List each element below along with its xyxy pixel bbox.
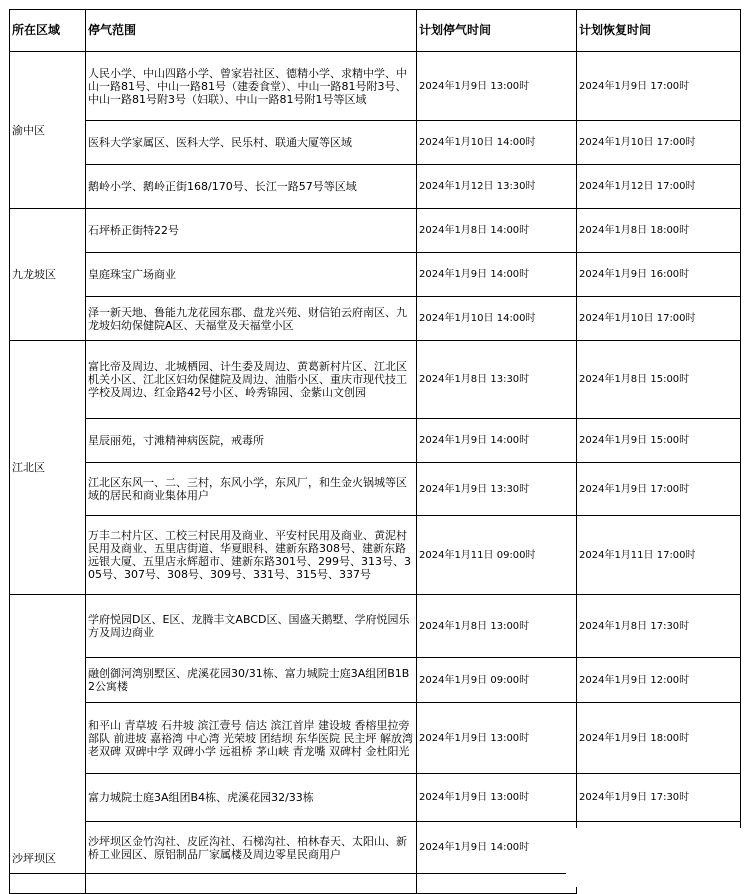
end-time-cell: 2024年1月9日 18:00时 xyxy=(577,703,741,774)
end-time-cell: 2024年1月8日 15:00时 xyxy=(577,341,741,419)
scope-cell: 富比帝及周边、北城栖园、计生委及周边、黄葛新村片区、江北区机关小区、江北区妇幼保健院及周边、油脂小区、重庆市现代技工学校及周边、红金路42号小区、岭秀锦园、金紫山文创园 xyxy=(86,341,417,419)
region-cell: 渝中区 xyxy=(10,52,86,209)
start-time-cell: 2024年1月10日 14:00时 xyxy=(417,297,577,341)
start-time-cell: 2024年1月11日 09:00时 xyxy=(417,516,577,595)
start-time-cell: 2024年1月8日 13:30时 xyxy=(417,341,577,419)
start-time-cell: 2024年1月8日 13:00时 xyxy=(417,595,577,658)
scope-cell: 医科大学家属区、医科大学、民乐村、联通大厦等区域 xyxy=(86,121,417,165)
start-time-cell: 2024年1月9日 13:00时 xyxy=(417,52,577,121)
start-time-cell: 2024年1月12日 13:30时 xyxy=(417,165,577,209)
scope-cell: 泽一新天地、鲁能九龙花园东郡、盘龙兴苑、财信铂云府南区、九龙坡妇幼保健院A区、天福堂及天福堂小区 xyxy=(86,297,417,341)
scope-cell: 融创御河湾别墅区、虎溪花园30/31栋、富力城院士庭3A组团B1B2公寓楼 xyxy=(86,658,417,703)
header-region: 所在区域 xyxy=(10,10,86,52)
end-time-cell: 2024年1月9日 16:00时 xyxy=(577,253,741,297)
table-row xyxy=(10,297,741,341)
region-cell: 沙坪坝区 xyxy=(10,595,86,874)
end-time-cell: 2024年1月10日 17:00时 xyxy=(577,121,741,165)
table-row xyxy=(10,165,741,209)
end-time-cell: 2024年1月9日 17:00时 xyxy=(577,463,741,516)
table-row xyxy=(10,209,741,253)
table-row xyxy=(10,703,741,774)
table-row xyxy=(10,419,741,463)
start-time-cell: 2024年1月9日 14:00时 xyxy=(417,253,577,297)
scope-cell: 和平山 青草坡 石井坡 滨江壹号 信达 滨江首岸 建设坡 香榕里拉旁部队 前进坡 嘉裕湾 中心湾 光荣坡 团结坝 东华医院 民主坪 解放湾 老双碑 双碑中学 双碑小学 远祖桥 茅山峡 青龙嘴 双碑村 金杜阳光 xyxy=(86,703,417,774)
scope-cell: 皇庭珠宝广场商业 xyxy=(86,253,417,297)
scope-cell: 石坪桥正街特22号 xyxy=(86,209,417,253)
table-row xyxy=(10,341,741,419)
table-row xyxy=(10,516,741,595)
scope-cell: 沙坪坝区金竹沟社、皮匠沟社、石梯沟社、柏林春天、太阳山、新桥工业园区、原铝制品厂家属楼及周边零星民商用户 xyxy=(86,822,417,874)
table-row xyxy=(10,52,741,121)
start-time-cell: 2024年1月9日 14:00时 xyxy=(417,822,577,874)
end-time-cell: 2024年1月10日 17:00时 xyxy=(577,297,741,341)
start-time-cell: 2024年1月9日 14:00时 xyxy=(417,419,577,463)
table-row xyxy=(10,121,741,165)
table-row xyxy=(10,463,741,516)
table-row xyxy=(10,774,741,822)
table-row xyxy=(10,253,741,297)
end-time-cell: 2024年1月9日 15:00时 xyxy=(577,419,741,463)
header-scope: 停气范围 xyxy=(86,10,417,52)
blank-overlay xyxy=(566,828,750,887)
end-time-cell: 2024年1月12日 17:00时 xyxy=(577,165,741,209)
start-time-cell: 2024年1月8日 14:00时 xyxy=(417,209,577,253)
scope-cell: 鹅岭小学、鹅岭正街168/170号、长江一路57号等区域 xyxy=(86,165,417,209)
scope-cell: 星辰丽苑，寸滩精神病医院，戒毒所 xyxy=(86,419,417,463)
scope-cell xyxy=(10,874,86,894)
table-header-row xyxy=(10,10,741,52)
scope-cell: 江北区东风一、二、三村，东风小学，东风厂，和生金火锅城等区域的居民和商业集体用户 xyxy=(86,463,417,516)
end-time-cell: 2024年1月8日 18:00时 xyxy=(577,209,741,253)
header-start-time: 计划停气时间 xyxy=(417,10,577,52)
end-time-cell: 2024年1月8日 17:30时 xyxy=(577,595,741,658)
end-time-cell: 2024年1月9日 17:00时 xyxy=(577,52,741,121)
start-time-cell: 2024年1月9日 13:00时 xyxy=(417,703,577,774)
start-time-cell: 2024年1月10日 14:00时 xyxy=(417,121,577,165)
scope-cell: 富力城院士庭3A组团B4栋、虎溪花园32/33栋 xyxy=(86,774,417,822)
table-row xyxy=(10,595,741,658)
start-time-cell: 2024年1月9日 13:30时 xyxy=(417,463,577,516)
scope-cell: 学府悦园D区、E区、龙腾丰文ABCD区、国盛天鹅墅、学府悦园乐方及周边商业 xyxy=(86,595,417,658)
region-cell: 江北区 xyxy=(10,341,86,595)
end-time-cell xyxy=(417,874,577,894)
scope-cell: 万丰二村片区、工校三村民用及商业、平安村民用及商业、黄泥村民用及商业、五里店街道、华夏眼科、建新东路308号、建新东路远银大厦、五里店永辉超市、建新东路301号、299号、313号、305号、307号、308号、309号、331号、315号、337号 xyxy=(86,516,417,595)
end-time-cell: 2024年1月9日 12:00时 xyxy=(577,658,741,703)
end-time-cell: 2024年1月11日 17:00时 xyxy=(577,516,741,595)
start-time-cell xyxy=(86,874,417,894)
end-time-cell: 2024年1月9日 17:30时 xyxy=(577,774,741,822)
scope-cell: 人民小学、中山四路小学、曾家岩社区、德精小学、求精中学、中山一路81号、中山一路81号（建委食堂）、中山一路81号附3号、中山一路81号附3号（妇联）、中山一路81号附1号等区域 xyxy=(86,52,417,121)
start-time-cell: 2024年1月9日 13:00时 xyxy=(417,774,577,822)
region-cell: 九龙坡区 xyxy=(10,209,86,341)
table-row xyxy=(10,658,741,703)
gas-outage-table xyxy=(9,9,741,894)
start-time-cell: 2024年1月9日 09:00时 xyxy=(417,658,577,703)
header-end-time: 计划恢复时间 xyxy=(577,10,741,52)
